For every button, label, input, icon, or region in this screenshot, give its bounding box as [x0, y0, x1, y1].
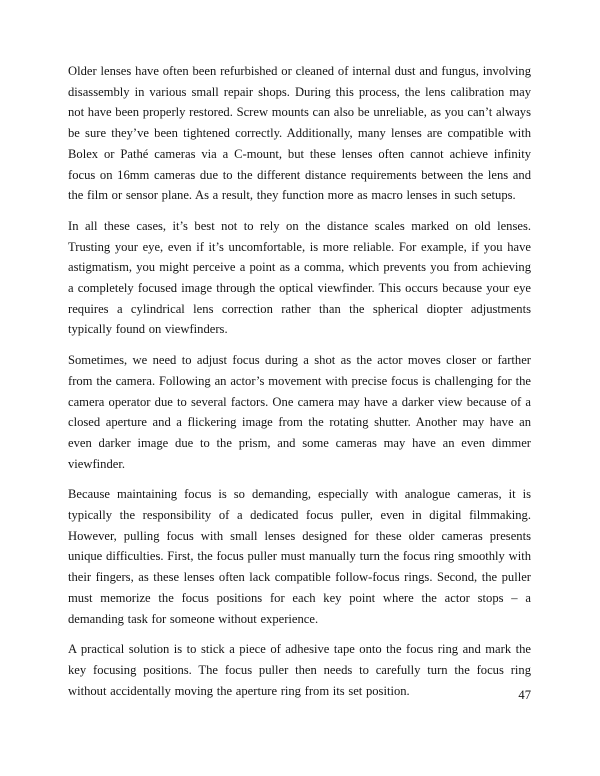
body-paragraph-1: Older lenses have often been refurbished or cleaned of internal dust and fungus, involving disassembly in various small repair shops. During this process, the lens calibration may not have been properly restored. Screw mounts can also be unreliable, as you can’t always be sure they’ve been tightened correctly. Additionally, many lenses are compatible with Bolex or Pathé cameras via a C-mount, but these lenses often cannot achieve infinity focus on 16mm cameras due to the different distance requirements between the lens and the film or sensor plane. As a result, they function more as macro lenses in such setups. — [68, 64, 531, 203]
body-paragraph-3: Sometimes, we need to adjust focus during a shot as the actor moves closer or farther from the camera. Following an actor’s movement with precise focus is challenging for the camera operator due to several factors. One camera may have a darker view because of a closed aperture and a flickering image from the rotating shutter. Another may have an even darker image due to the prism, and some cameras may have an even dimmer viewfinder. — [68, 353, 531, 471]
page-number: 47 — [518, 688, 531, 702]
body-paragraph-4: Because maintaining focus is so demanding, especially with analogue cameras, it is typically the responsibility of a dedicated focus puller, even in digital filmmaking. However, pulling focus with small lenses designed for these older cameras presents unique difficulties. First, the focus puller must manually turn the focus ring smoothly with their fingers, as these lenses often lack compatible follow-focus rings. Second, the puller must memorize the focus positions for each key point where the actor stops – a demanding task for someone without experience. — [68, 487, 531, 626]
body-paragraph-2: In all these cases, it’s best not to rely on the distance scales marked on old lenses. Trusting your eye, even if it’s uncomfortable, is more reliable. For example, if you have astigmatism, you might perceive a point as a comma, which prevents you from achieving a completely focused image through the optical viewfinder. This occurs because your eye requires a cylindrical lens correction rather than the spherical diopter adjustments typically found on viewfinders. — [68, 218, 531, 337]
text-block — [68, 61, 531, 711]
body-paragraph-5: A practical solution is to stick a piece of adhesive tape onto the focus ring and mark the key focusing positions. The focus puller then needs to carefully turn the focus ring without accidentally moving the aperture ring from its set position. — [68, 642, 531, 698]
